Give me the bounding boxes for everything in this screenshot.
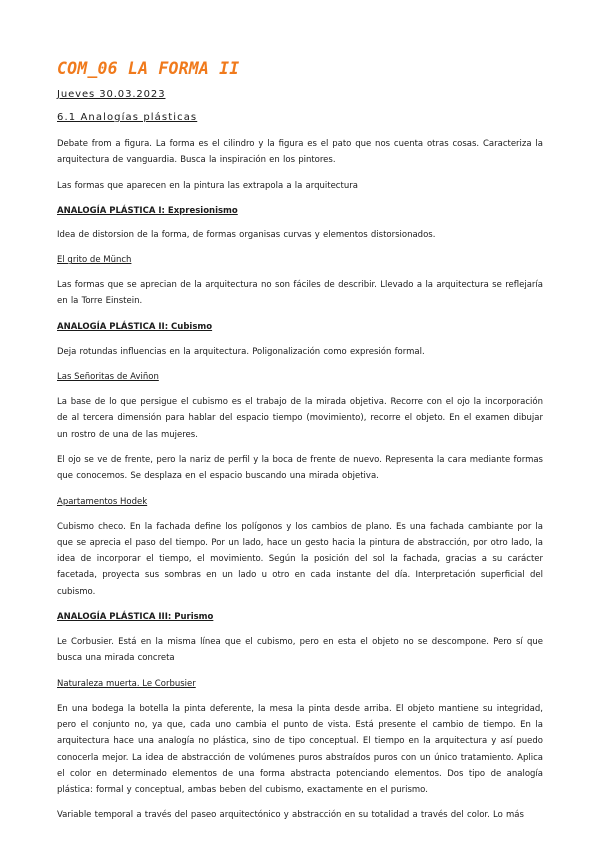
paragraph: La base de lo que persigue el cubismo es el trabajo de la mirada objetiva. Recorre con el ojo la incorporación de al tercera dimensión para hablar del espacio tiempo (movimiento), recorre el objeto. En el examen dibujar un rostro de una de las mujeres. xyxy=(57,397,543,440)
subheading-senoritas-avinon: Las Señoritas de Aviñon xyxy=(57,372,159,383)
subheading-naturaleza-muerta: Naturaleza muerta. Le Corbusier xyxy=(57,678,196,689)
paragraph: En una bodega la botella la pinta deferente, la mesa la pinta desde arriba. El objeto mantiene su integridad, pero el conjunto no, ya que, cada uno cambia el punto de vista. Está presente el cambio de tiempo. En la arquitectura hace una analogía no plástica, sino de tipo conceptual. El tiempo en la arquitectura y así puedo conocerla mejor. La idea de abstracción de volúmenes puros abstraídos puros con un único tratamiento. Aplica el color en determinado elementos de una forma abstracta potenciando elementos. Dos tipo de analogía plástica: formal y conceptual, ambas beben del cubismo, exactamente en el purismo. xyxy=(57,703,543,796)
paragraph: Cubismo checo. En la fachada define los polígonos y los cambios de plano. Es una fachada cambiante por la que se aprecia el paso del tiempo. Por un lado, hace un gesto hacia la pintura de abstracción, por otro lado, la idea de incorporar el tiempo, el movimiento. Según la posición del sol la fachada, gracias a su carácter facetada, proyecta sus sombras en un lado u otro en cada instante del día. Interpretación superficial del cubismo. xyxy=(57,521,543,597)
paragraph: El ojo se ve de frente, pero la nariz de perfil y la boca de frente de nuevo. Representa la cara mediante formas que conocemos. Se desplaza en el espacio buscando una mirada objetiva. xyxy=(57,454,543,482)
paragraph: Deja rotundas influencias en la arquitectura. Poligonalización como expresión formal. xyxy=(57,346,425,357)
paragraph: Las formas que aparecen en la pintura las extrapola a la arquitectura xyxy=(57,180,358,191)
paragraph: Idea de distorsion de la forma, de formas organisas curvas y elementos distorsionados. xyxy=(57,229,436,240)
heading-purismo: ANALOGÍA PLÁSTICA III: Purismo xyxy=(57,612,214,623)
paragraph: Le Corbusier. Está en la misma línea que el cubismo, pero en esta el objeto no se descompone. Pero sí que busca una mirada concreta xyxy=(57,637,543,664)
document-title: COM_06 LA FORMA II xyxy=(57,59,240,78)
paragraph: Debate from a figura. La forma es el cilindro y la figura es el pato que nos cuenta otras cosas. Caracteriza la arquitectura de vanguardia. Busca la inspiración en los pintores. xyxy=(57,139,543,166)
document-date: Jueves 30.03.2023 xyxy=(57,89,166,100)
section-heading: 6.1 Analogías plásticas xyxy=(57,112,198,123)
document-body xyxy=(57,58,543,821)
paragraph: Variable temporal a través del paseo arquitectónico y abstracción en su totalidad a través del color. Lo más xyxy=(57,810,524,821)
subheading-grito-munch: El grito de Münch xyxy=(57,255,132,266)
paragraph: Las formas que se aprecian de la arquitectura no son fáciles de describir. Llevado a la arquitectura se reflejaría en la Torre Einstein. xyxy=(57,280,543,307)
subheading-apartamentos-hodek: Apartamentos Hodek xyxy=(57,496,148,507)
heading-cubismo: ANALOGÍA PLÁSTICA II: Cubismo xyxy=(57,321,213,332)
heading-expresionismo: ANALOGÍA PLÁSTICA I: Expresionismo xyxy=(57,205,238,216)
